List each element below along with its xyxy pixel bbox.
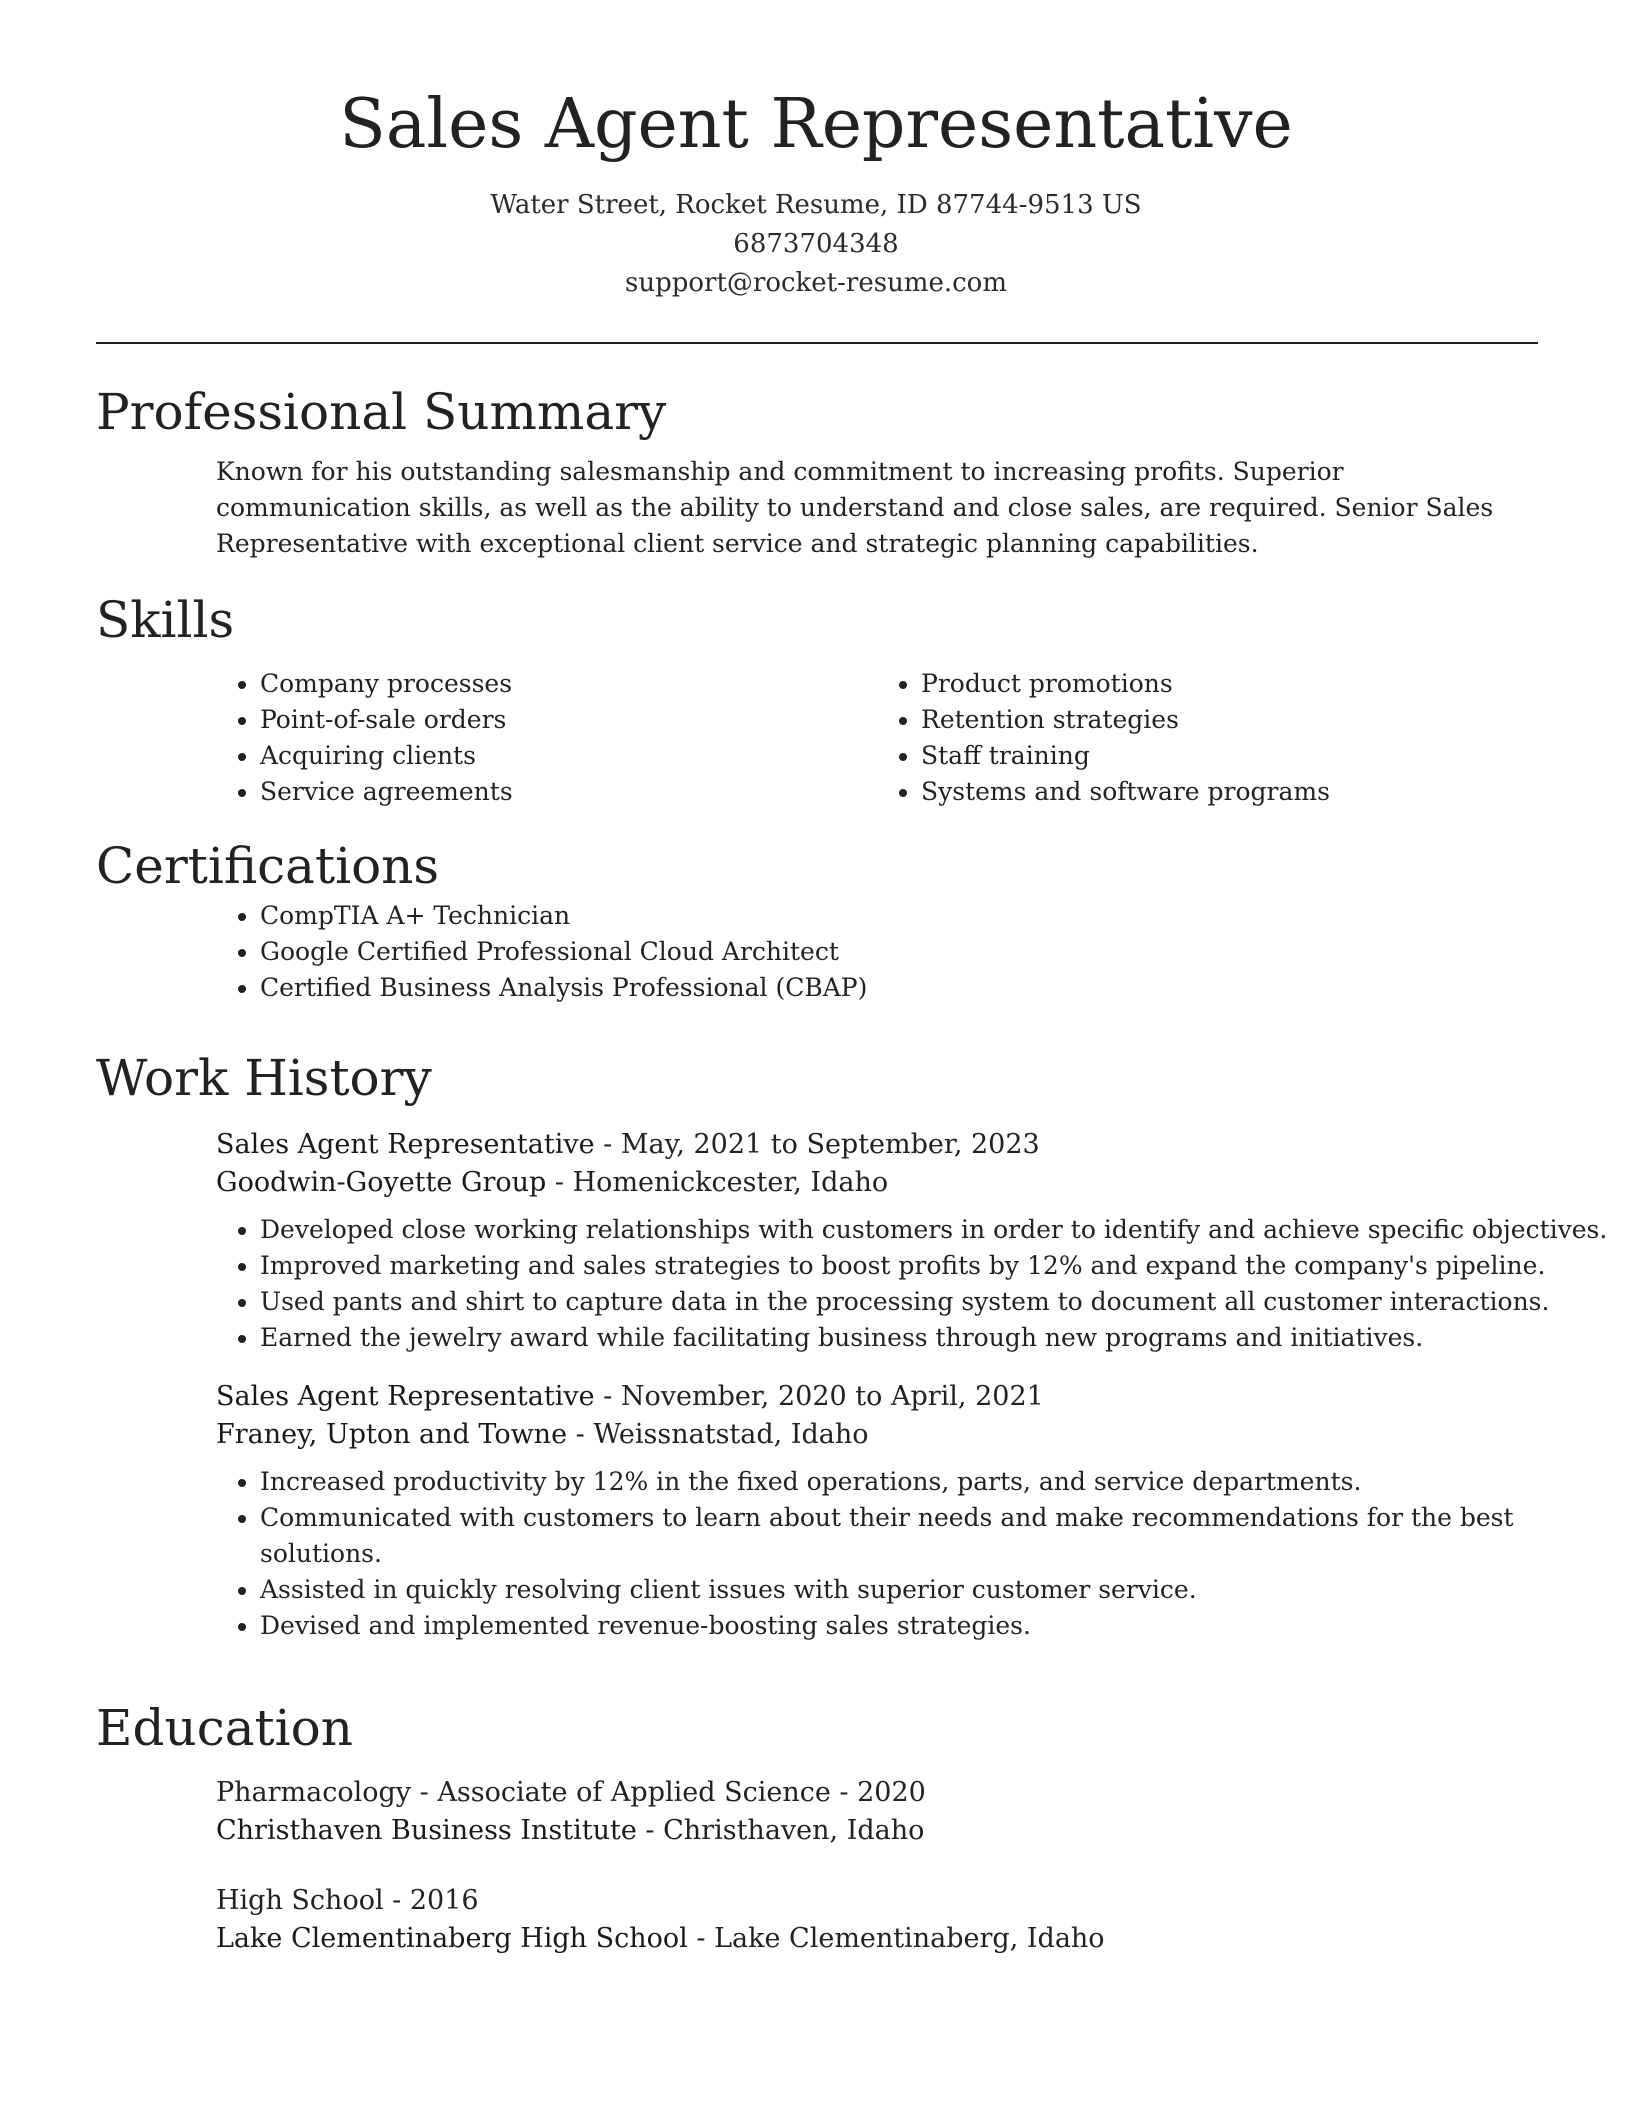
skills-list-left [216,666,877,810]
job-entry [216,1126,1608,1356]
certification-item: • Google Certified Professional Cloud Architect [260,934,1538,970]
section-heading-work-history: Work History [96,1049,432,1107]
contact-address: Water Street, Rocket Resume, ID 87744-9513 US [490,190,1142,220]
job-bullets [216,1464,1538,1644]
job-title: Sales Agent Representative [216,1129,595,1160]
job-separator: - [567,1419,594,1450]
education-school: Lake Clementinaberg High School [216,1923,688,1954]
job-bullet: • Devised and implemented revenue-boosting sales strategies. [260,1608,1538,1644]
education-separator: - [636,1815,664,1846]
section-heading-summary: Professional Summary [96,383,667,441]
contact-block [0,186,1632,303]
job-title: Sales Agent Representative [216,1381,595,1412]
candidate-name: Sales Agent Representative [339,85,1293,164]
education-school-line [216,1920,1538,1958]
certifications-list [216,898,1538,1006]
skill-item: • Staff training [921,738,1538,774]
job-separator: - [594,1129,621,1160]
job-bullet: • Used pants and shirt to capture data in the processing system to document all customer interactions. [260,1284,1538,1320]
job-entry [216,1378,1538,1644]
job-company-line [216,1416,1538,1454]
job-separator: - [546,1167,573,1198]
section-certifications [96,834,1538,1006]
certification-item: • Certified Business Analysis Professional (CBAP) [260,970,1538,1006]
education-school-line [216,1812,1538,1850]
job-bullet: • Earned the jewelry award while facilitating business through new programs and initiatives. [260,1320,1538,1356]
skill-item: • Acquiring clients [260,738,877,774]
education-location: Christhaven, Idaho [663,1815,925,1846]
education-school: Christhaven Business Institute [216,1815,637,1846]
certification-item: • CompTIA A+ Technician [260,898,1538,934]
contact-email: support@rocket-resume.com [624,268,1007,298]
job-bullet: • Developed close working relationships with customers in order to identify and achieve specific objectives. [260,1212,1538,1248]
job-dates: May, 2021 to September, 2023 [620,1129,1040,1160]
section-work-history [96,1046,1608,1644]
header-divider [96,342,1538,344]
skill-item: • Product promotions [921,666,1538,702]
job-company: Franey, Upton and Towne [216,1419,568,1450]
skill-item: • Company processes [260,666,877,702]
education-entry [216,1774,1538,1850]
education-degree: Pharmacology - Associate of Applied Science - 2020 [216,1777,926,1808]
skill-item: • Retention strategies [921,702,1538,738]
section-heading-education: Education [96,1699,353,1757]
job-bullets [216,1212,1608,1356]
job-bullet: • Communicated with customers to learn about their needs and make recommendations for the best solutions. [260,1500,1538,1572]
job-bullet: • Assisted in quickly resolving client issues with superior customer service. [260,1572,1538,1608]
contact-phone: 6873704348 [733,229,899,259]
job-company: Goodwin-Goyette Group [216,1167,547,1198]
skill-item: • Systems and software programs [921,774,1538,810]
job-company-line [216,1164,1538,1202]
section-education [96,1696,1538,1958]
education-separator: - [687,1923,715,1954]
skills-list-right [877,666,1538,810]
job-separator: - [594,1381,621,1412]
summary-text: Known for his outstanding salesmanship and commitment to increasing profits. Superior communication skills, as well as the ability to understand and close sales, are required. Senior Sales Representative with exceptional client service and strategic planning capabilities. [216,457,1494,558]
job-dates: November, 2020 to April, 2021 [620,1381,1044,1412]
job-title-line [216,1126,1538,1164]
job-title-line [216,1378,1538,1416]
skill-item: • Service agreements [260,774,877,810]
section-heading-certifications: Certifications [96,837,440,895]
skills-grid [216,666,1538,810]
education-location: Lake Clementinaberg, Idaho [714,1923,1105,1954]
education-degree: High School - 2016 [216,1885,479,1916]
resume-header [0,80,1632,303]
job-bullet: • Increased productivity by 12% in the fixed operations, parts, and service departments. [260,1464,1538,1500]
job-location: Homenickcester, Idaho [572,1167,889,1198]
job-location: Weissnatstad, Idaho [593,1419,869,1450]
section-heading-skills: Skills [96,591,235,649]
section-summary [96,380,1538,562]
education-entry [216,1882,1538,1958]
skill-item: • Point-of-sale orders [260,702,877,738]
job-bullet: • Improved marketing and sales strategies to boost profits by 12% and expand the company's pipeline. [260,1248,1538,1284]
section-skills [96,588,1538,810]
